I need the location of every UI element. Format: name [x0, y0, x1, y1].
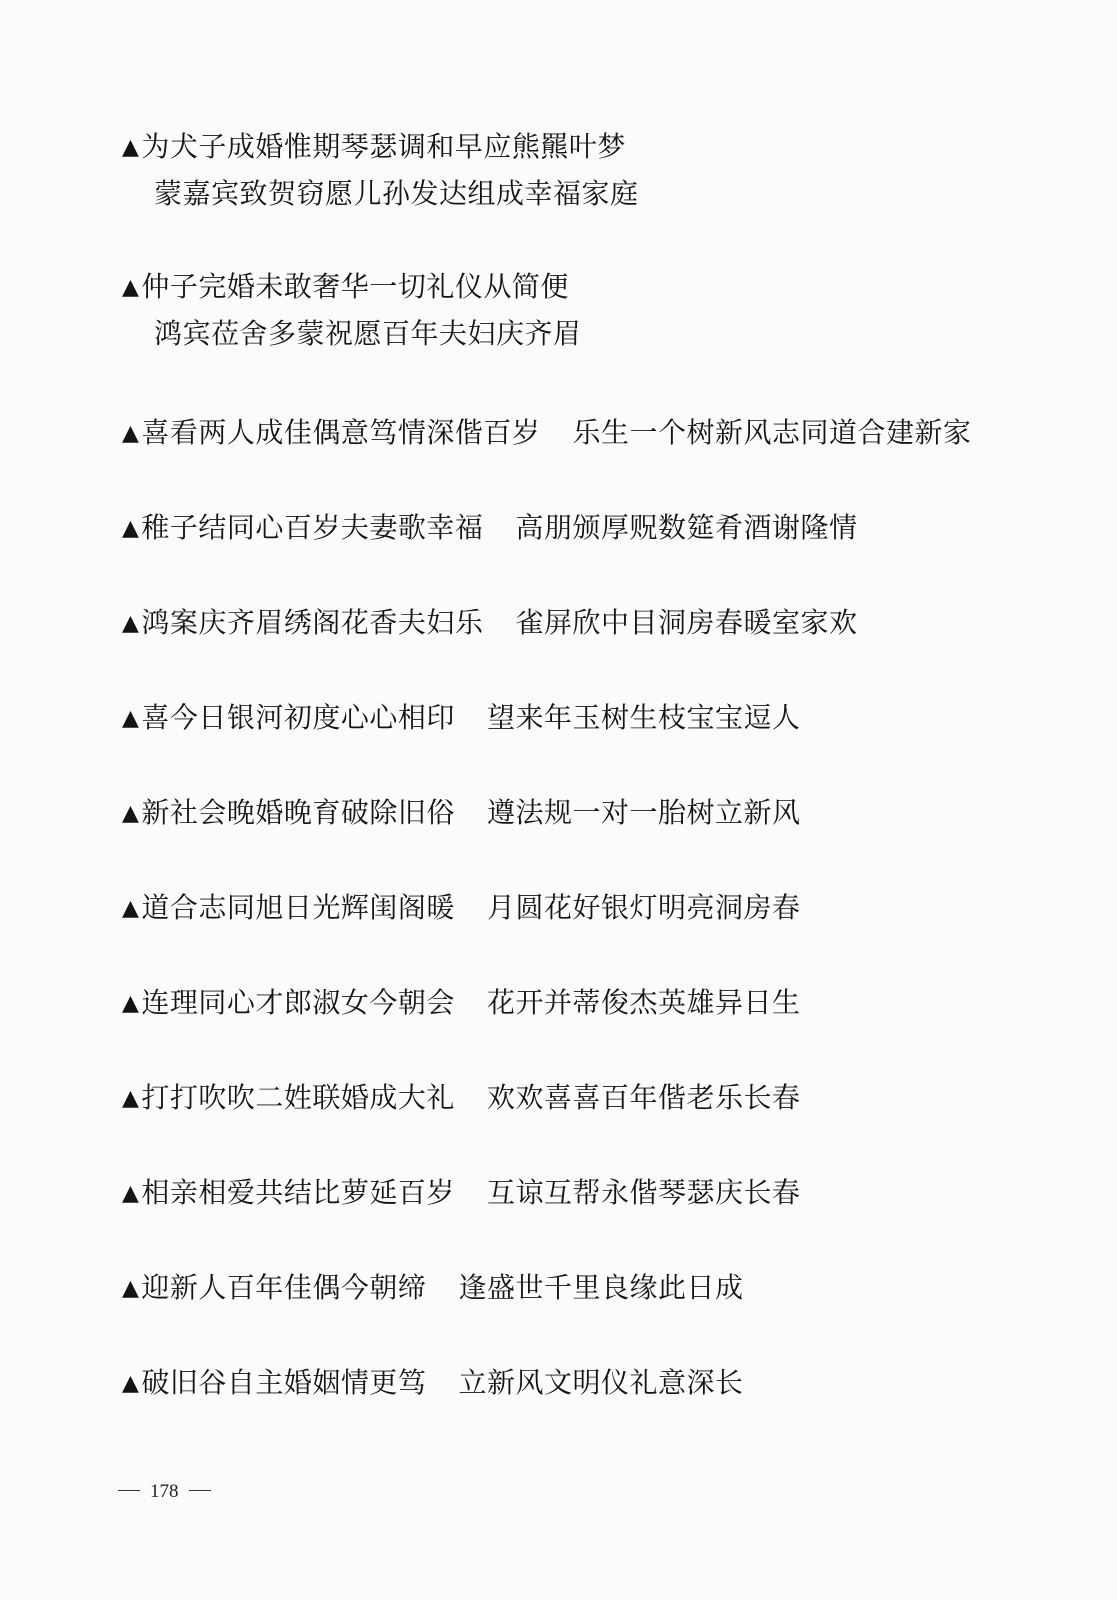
couplet-entry [122, 600, 857, 647]
couplet-entry [122, 505, 857, 552]
triangle-bullet-icon: ▲ [122, 421, 140, 446]
page-number-footer [108, 1481, 221, 1503]
couplet-upper: 破旧谷自主婚姻情更笃 [141, 1366, 427, 1399]
couplet-entry [122, 885, 800, 932]
couplet-lower: 蒙嘉宾致贺窃愿儿孙发达组成幸福家庭 [154, 177, 639, 210]
couplet-upper: 鸿案庆齐眉绣阁花香夫妇乐 [141, 606, 484, 639]
couplet-lower: 遵法规一对一胎树立新风 [486, 796, 801, 829]
couplet-lower: 立新风文明仪礼意深长 [458, 1366, 744, 1399]
couplet-entry [122, 980, 800, 1027]
triangle-bullet-icon: ▲ [122, 611, 140, 636]
dash-left [118, 1490, 140, 1491]
couplet-lower: 互谅互帮永偕琴瑟庆长春 [486, 1176, 801, 1209]
triangle-bullet-icon: ▲ [122, 275, 140, 300]
couplet-entry [122, 1265, 743, 1312]
couplet-upper: 迎新人百年佳偶今朝缔 [141, 1271, 427, 1304]
couplet-entry [122, 790, 800, 837]
couplet-first-line [122, 124, 639, 171]
triangle-bullet-icon: ▲ [122, 1371, 140, 1396]
couplet-upper: 为犬子成婚惟期琴瑟调和早应熊羆叶梦 [141, 130, 626, 163]
couplet-upper: 稚子结同心百岁夫妻歌幸福 [141, 511, 484, 544]
triangle-bullet-icon: ▲ [122, 1181, 140, 1206]
couplet-lower: 月圆花好银灯明亮洞房春 [486, 891, 801, 924]
couplet-entry [122, 124, 639, 217]
couplet-lower: 高朋颁厚贶数筵肴酒谢隆情 [515, 511, 858, 544]
couplet-first-line [122, 264, 582, 311]
couplet-entry [122, 1170, 800, 1217]
triangle-bullet-icon: ▲ [122, 706, 140, 731]
triangle-bullet-icon: ▲ [122, 1086, 140, 1111]
couplet-upper: 喜今日银河初度心心相印 [141, 701, 455, 734]
triangle-bullet-icon: ▲ [122, 516, 140, 541]
couplet-upper: 连理同心才郎淑女今朝会 [141, 986, 455, 1019]
couplet-upper: 相亲相爱共结比萝延百岁 [141, 1176, 455, 1209]
couplet-lower: 雀屏欣中目洞房春暖室家欢 [515, 606, 858, 639]
triangle-bullet-icon: ▲ [122, 1276, 140, 1301]
couplet-entry [122, 1075, 800, 1122]
couplet-entry [122, 1360, 743, 1407]
couplet-lower: 鸿宾莅舍多蒙祝愿百年夫妇庆齐眉 [154, 317, 582, 350]
couplet-entry [122, 264, 582, 357]
couplet-upper: 新社会晚婚晚育破除旧俗 [141, 796, 455, 829]
couplet-entry [122, 410, 971, 457]
couplet-lower: 欢欢喜喜百年偕老乐长春 [486, 1081, 801, 1114]
couplet-upper: 仲子完婚未敢奢华一切礼仪从简便 [141, 270, 569, 303]
triangle-bullet-icon: ▲ [122, 135, 140, 160]
couplet-upper: 道合志同旭日光辉闺阁暖 [141, 891, 455, 924]
page-number: 178 [150, 1481, 179, 1502]
couplet-upper: 喜看两人成佳偶意笃情深偕百岁 [141, 416, 541, 449]
dash-right [189, 1490, 211, 1491]
couplet-lower: 逢盛世千里良缘此日成 [458, 1271, 744, 1304]
couplet-upper: 打打吹吹二姓联婚成大礼 [141, 1081, 455, 1114]
couplet-entry [122, 695, 800, 742]
couplet-lower: 花开并蒂俊杰英雄异日生 [486, 986, 801, 1019]
triangle-bullet-icon: ▲ [122, 991, 140, 1016]
triangle-bullet-icon: ▲ [122, 896, 140, 921]
couplet-lower: 望来年玉树生枝宝宝逗人 [486, 701, 801, 734]
couplet-lower: 乐生一个树新风志同道合建新家 [572, 416, 972, 449]
triangle-bullet-icon: ▲ [122, 801, 140, 826]
